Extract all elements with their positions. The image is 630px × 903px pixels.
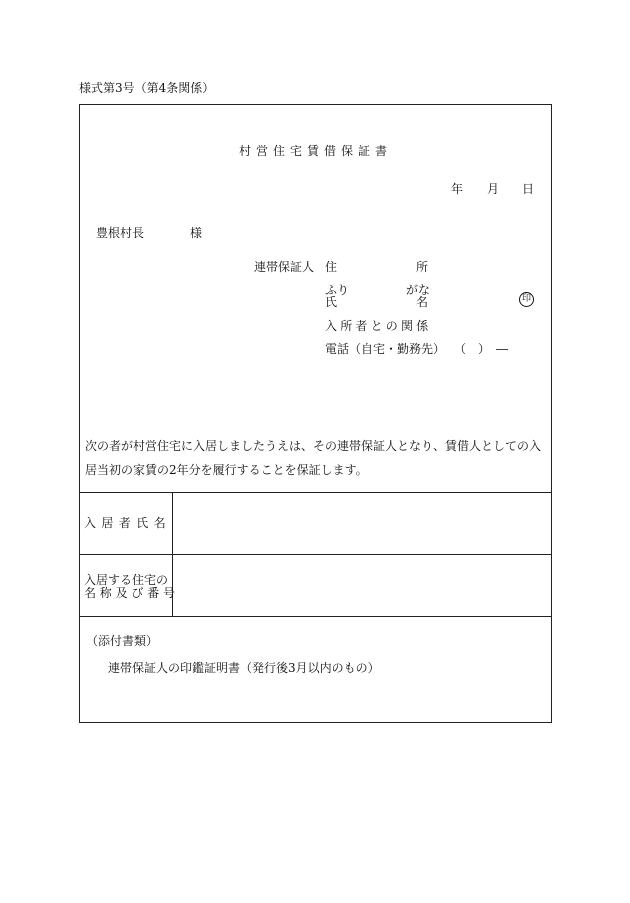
attachments-heading: （添付書類） (86, 634, 159, 648)
address-label-part1: 住 (325, 260, 338, 274)
attachment-item: 連帯保証人の印鑑証明書（発行後3月以内のもの） (108, 661, 380, 675)
guarantee-statement (85, 434, 547, 482)
addressee-name: 豊根村長 (96, 226, 145, 240)
furigana-label-part2: がな (406, 283, 431, 297)
name-label-part1: 氏 (325, 295, 338, 309)
date-day-label: 日 (522, 182, 535, 196)
statement-line-2: 居当初の家賃の2年分を履行することを保証します。 (85, 463, 368, 477)
document-title: 村営住宅賃借保証書 (239, 144, 393, 158)
seal-mark: 印 (519, 292, 534, 307)
form-number: 様式第3号（第4条関係） (79, 81, 215, 95)
phone-label: 電話（自宅・勤務先） (325, 342, 446, 356)
resident-name-label: 入居者氏名 (84, 516, 172, 530)
addressee-honorific: 様 (190, 226, 203, 240)
residence-label-line-2: 名称及び番号 (84, 586, 179, 600)
date-year-label: 年 (451, 182, 464, 196)
relationship-label: 入所者との関係 (325, 319, 432, 333)
phone-format: （ ） ― (454, 342, 509, 356)
name-label-part2: 名 (416, 295, 429, 309)
divider (79, 554, 552, 555)
divider (79, 492, 552, 493)
form-frame (79, 104, 552, 723)
residence-label-line-1: 入居する住宅の (84, 573, 169, 587)
address-label-part2: 所 (416, 260, 429, 274)
guarantor-label: 連帯保証人 (254, 260, 315, 274)
date-month-label: 月 (487, 182, 500, 196)
residence-label (84, 574, 179, 600)
furigana-label-part1: ふり (325, 283, 350, 297)
statement-line-1: 次の者が村営住宅に入居しましたうえは、その連帯保証人となり、賃借人としての入 (85, 439, 542, 453)
divider (79, 616, 552, 617)
